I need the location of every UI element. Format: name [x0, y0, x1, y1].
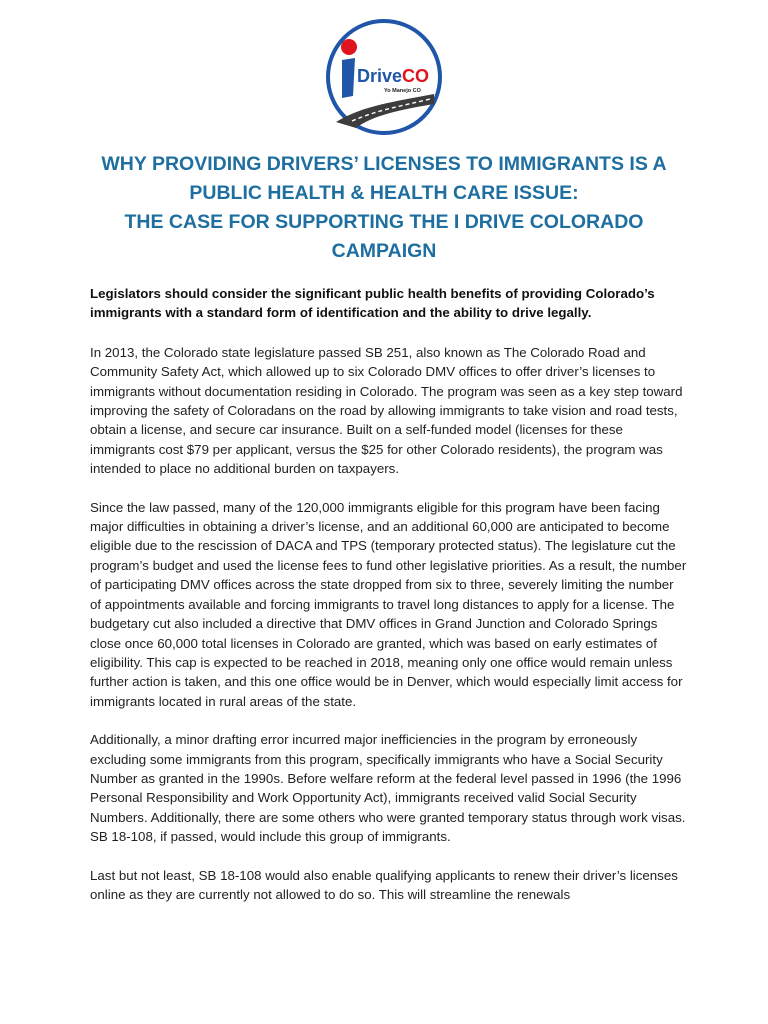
title-line-4: CAMPAIGN	[331, 240, 437, 262]
title-line-2: PUBLIC HEALTH & HEALTH CARE ISSUE:	[189, 182, 579, 204]
logo-i-stem-icon	[342, 58, 355, 98]
lead-paragraph: Legislators should consider the significant public health benefits of providing Colorado’s immigrants with a standard form of identification and the ability to drive legally.	[90, 286, 655, 321]
logo-brand-name: Drive	[357, 66, 403, 86]
document-title	[70, 150, 698, 266]
body-paragraph-1: In 2013, the Colorado state legislature passed SB 251, also known as The Colorado Road and Community Safety Act, which allowed up to six Colorado DMV offices to offer driver’s licenses to immigrants without documentation residing in Colorado. The program was seen as a key step toward improving the safety of Coloradans on the road by allowing immigrants to take vision and road tests, obtain a license, and secure car insurance. Built on a self-funded model (licenses for these immigrants cost $79 per applicant, versus the $25 for other Colorado residents), the program was intended to place no additional burden on taxpayers.	[90, 344, 683, 477]
logo-red-dot-icon	[341, 39, 357, 55]
body-paragraph-3: Additionally, a minor drafting error incurred major inefficiencies in the program by erroneously excluding some immigrants from this program, specifically immigrants who have a Social Security Number as granted in the 1990s. Before welfare reform at the federal level passed in 1996 (the 1996 Personal Responsibility and Work Opportunity Act), immigrants received valid Social Security Numbers. Additionally, there are some others who were granted temporary status through work visas. SB 18-108, if passed, would include this group of immigrants.	[90, 732, 686, 845]
title-line-3: THE CASE FOR SUPPORTING THE I DRIVE COLORADO	[124, 211, 644, 233]
idriveco-logo	[322, 18, 446, 136]
title-line-1: WHY PROVIDING DRIVERS’ LICENSES TO IMMIGRANTS IS A	[101, 153, 667, 175]
logo-brand-text	[357, 66, 429, 86]
document-body	[90, 284, 688, 923]
body-paragraph-2: Since the law passed, many of the 120,000 immigrants eligible for this program have been facing major difficulties in obtaining a driver’s license, and an additional 60,000 are anticipated to become eligible due to the rescission of DACA and TPS (temporary protected status). The legislature cut the program’s budget and used the license fees to fund other legislative priorities. As a result, the number of participating DMV offices across the state dropped from six to three, severely limiting the number of appointments available and forcing immigrants to travel long distances to apply for a license. The budgetary cut also included a directive that DMV offices in Grand Junction and Colorado Springs close once 60,000 total licenses in Colorado are granted, which was based on early estimates of eligibility. This cap is expected to be reached in 2018, meaning only one office would remain unless further action is taken, and this one office would be in Denver, which would especially limit access for immigrants located in rural areas of the state.	[90, 499, 687, 709]
body-paragraph-4: Last but not least, SB 18-108 would also enable qualifying applicants to renew their driver’s licenses online as they are currently not allowed to do so. This will streamline the renewals	[90, 867, 678, 902]
logo-brand-suffix: CO	[402, 66, 430, 86]
logo-tagline: Yo Manejo CO	[384, 88, 421, 94]
